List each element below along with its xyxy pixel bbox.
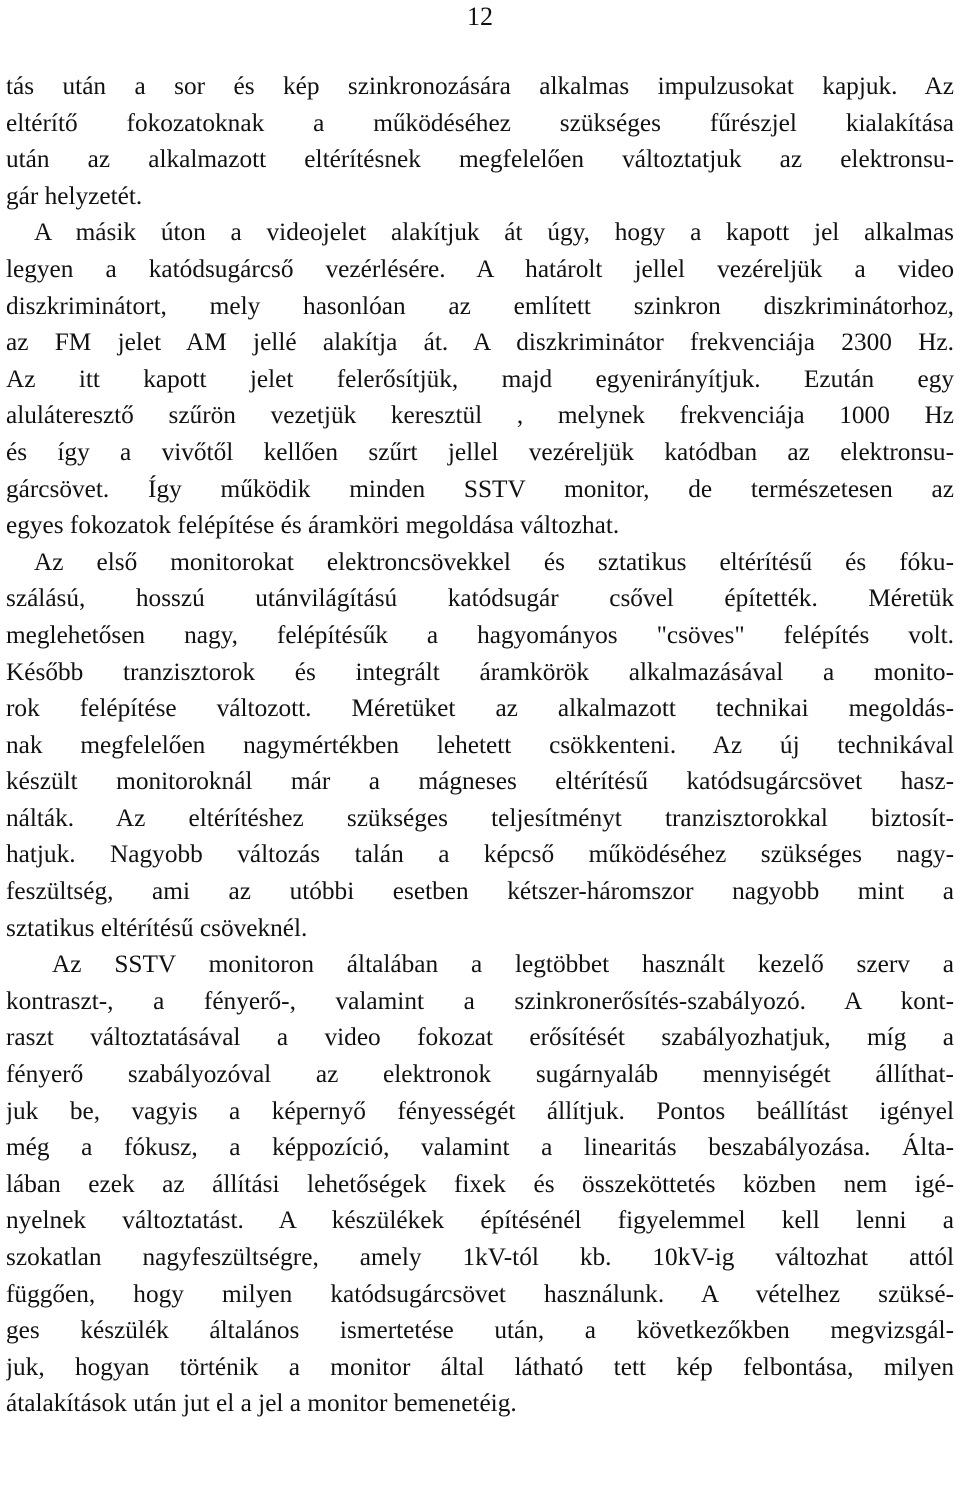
text-line: gárcsövet. Így működik minden SSTV monitor, de természetesen az <box>6 474 954 503</box>
text-line: tás után a sor és kép szinkronozására alkalmas impulzusokat kapjuk. Az <box>6 72 954 100</box>
text-line: Az első monitorokat elektroncsövekkel és sztatikus eltérítésű és fóku- <box>34 547 954 576</box>
text-line: ges készülék általános ismertetése után, a következőkben megvizsgál- <box>6 1316 954 1345</box>
text-line: után az alkalmazott eltérítésnek megfelelően változtatjuk az elektronsu- <box>6 145 954 174</box>
text-line: juk be, vagyis a képernyő fényességét állítjuk. Pontos beállítást igényel <box>6 1096 954 1125</box>
text-line: rok felépítése változott. Méretüket az alkalmazott technikai megoldás- <box>6 694 954 723</box>
text-line: legyen a katódsugárcső vezérlésére. A határolt jellel vezéreljük a video <box>6 254 954 283</box>
document-body <box>6 68 954 1422</box>
text-line: Az SSTV monitoron általában a legtöbbet használt kezelő szerv a <box>52 950 954 979</box>
text-line: készült monitoroknál már a mágneses eltérítésű katódsugárcsövet hasz- <box>6 767 954 796</box>
text-line: függően, hogy milyen katódsugárcsövet használunk. A vételhez szüksé- <box>6 1279 954 1308</box>
text-line: eltérítő fokozatoknak a működéséhez szükséges fűrészjel kialakítása <box>6 108 954 137</box>
text-line: nálták. Az eltérítéshez szükséges teljesítményt tranzisztorokkal biztosít- <box>6 803 954 832</box>
text-line: nak megfelelően nagymértékben lehetett csökkenteni. Az új technikával <box>6 730 954 759</box>
text-line: lában ezek az állítási lehetőségek fixek és összeköttetés közben nem igé- <box>6 1169 954 1198</box>
text-line: még a fókusz, a képpozíció, valamint a linearitás beszabályozása. Álta- <box>6 1133 954 1162</box>
text-line: szokatlan nagyfeszültségre, amely 1kV-tól kb. 10kV-ig változhat attól <box>6 1243 954 1271</box>
text-line: hatjuk. Nagyobb változás talán a képcső működéséhez szükséges nagy- <box>6 840 954 869</box>
text-line: és így a vivőtől kellően szűrt jellel vezéreljük katódban az elektronsu- <box>6 437 954 466</box>
text-line: feszültség, ami az utóbbi esetben kétszer-háromszor nagyobb mint a <box>6 877 954 906</box>
text-line: Később tranzisztorok és integrált áramkörök alkalmazásával a monito- <box>6 657 954 686</box>
text-line: fényerő szabályozóval az elektronok sugárnyaláb mennyiségét állíthat- <box>6 1060 954 1089</box>
text-line: szálású, hosszú utánvilágítású katódsugár csővel építették. Méretük <box>6 584 954 613</box>
text-line: meglehetősen nagy, felépítésűk a hagyományos "csöves" felépítés volt. <box>6 620 954 649</box>
text-line: A másik úton a videojelet alakítjuk át úgy, hogy a kapott jel alkalmas <box>34 218 954 247</box>
text-line: gár helyzetét. <box>6 181 143 210</box>
text-line: juk, hogyan történik a monitor által látható tett kép felbontása, milyen <box>6 1352 954 1381</box>
text-line: az FM jelet AM jellé alakítja át. A diszkriminátor frekvenciája 2300 Hz. <box>6 328 954 357</box>
text-line: raszt változtatásával a video fokozat erősítését szabályozhatjuk, míg a <box>6 1023 954 1052</box>
text-line: nyelnek változtatást. A készülékek építésénél figyelemmel kell lenni a <box>6 1206 954 1235</box>
text-line: Az itt kapott jelet felerősítjük, majd egyenirányítjuk. Ezután egy <box>6 364 954 393</box>
page-number-text: 12 <box>467 2 493 31</box>
page-number <box>0 2 960 32</box>
text-line: aluláteresztő szűrön vezetjük keresztül , melynek frekvenciája 1000 Hz <box>6 401 954 430</box>
text-line: egyes fokozatok felépítése és áramköri megoldása változhat. <box>6 511 620 540</box>
text-line: sztatikus eltérítésű csöveknél. <box>6 913 308 942</box>
text-line: diszkriminátort, mely hasonlóan az említett szinkron diszkriminátorhoz, <box>6 291 954 320</box>
text-line: átalakítások után jut el a jel a monitor bemenetéig. <box>6 1389 517 1418</box>
text-line: kontraszt-, a fényerő-, valamint a szinkronerősítés-szabályozó. A kont- <box>6 986 954 1015</box>
